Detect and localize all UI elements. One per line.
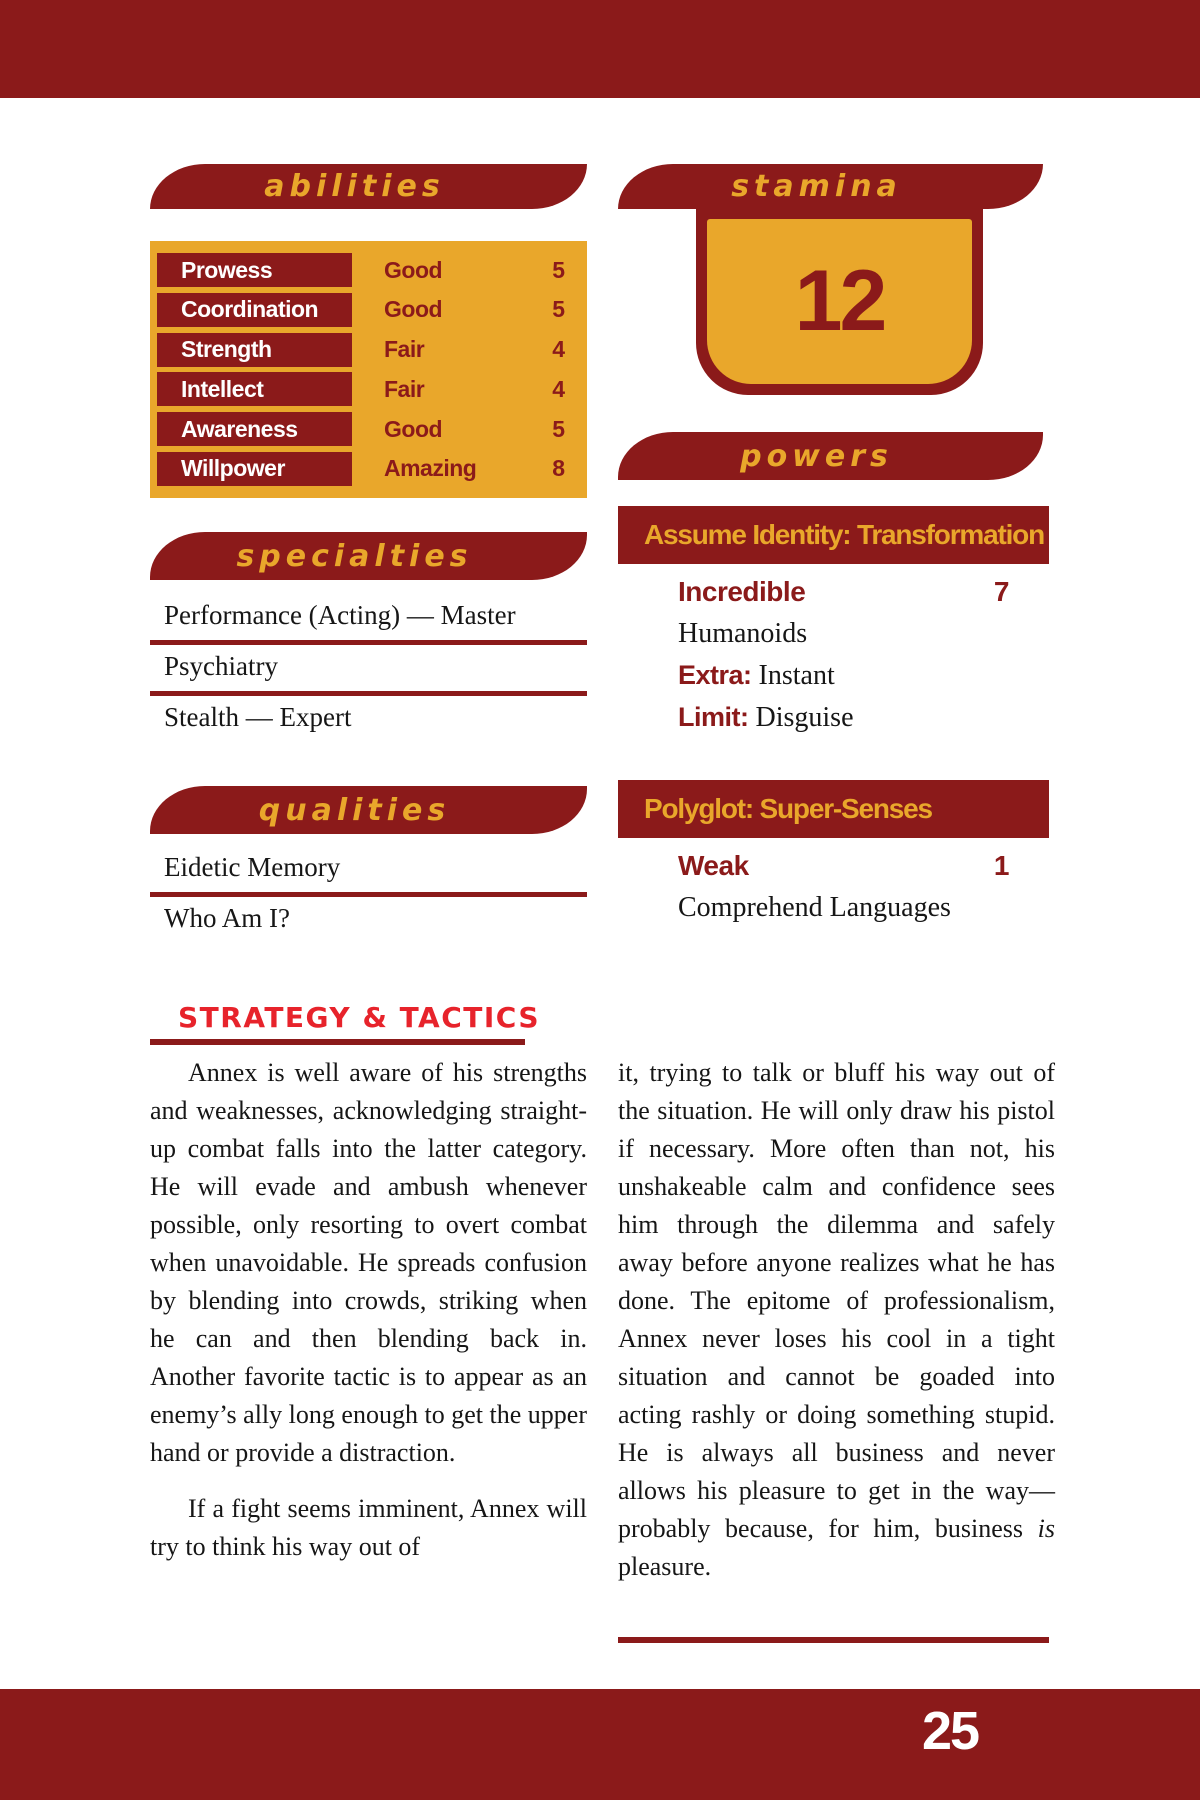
power-rank-row: [618, 838, 1049, 882]
power-name: Assume Identity: Transformation: [618, 506, 1049, 564]
power-rank-row: [618, 564, 1049, 608]
power-entry-polyglot: [618, 780, 1049, 924]
power-value: 1: [993, 850, 1009, 881]
ability-value: 5: [552, 296, 565, 323]
ability-rating: Fair: [384, 336, 425, 363]
column-end-rule: [618, 1637, 1049, 1643]
paragraph: If a fight seems imminent, Annex will try to think his way out of: [150, 1494, 587, 1561]
power-entry-assume-identity: [618, 506, 1049, 734]
limit-label: Limit:: [678, 702, 749, 732]
qualities-list: [150, 846, 587, 943]
extra-label: Extra:: [678, 660, 752, 690]
ability-name: Awareness: [157, 412, 352, 446]
top-color-bar: [0, 0, 1200, 98]
powers-section-banner: [618, 432, 1043, 480]
power-rank: Incredible: [678, 576, 806, 607]
limit-value: Disguise: [755, 702, 854, 733]
ability-name: Strength: [157, 333, 352, 367]
list-item: Who Am I?: [164, 903, 290, 933]
stamina-value: 12: [794, 253, 885, 349]
list-item: Psychiatry: [150, 645, 587, 696]
abilities-section-banner: [150, 164, 587, 209]
table-row: [157, 372, 587, 406]
list-item: Stealth — Expert: [164, 702, 352, 732]
power-detail: Comprehend Languages: [678, 892, 951, 923]
powers-section-title: powers: [740, 438, 893, 474]
ability-value: 4: [552, 336, 565, 363]
stamina-section-title: stamina: [731, 169, 902, 204]
abilities-section-title: abilities: [264, 169, 445, 204]
ability-rating: Good: [384, 415, 443, 442]
italic-word: is: [1037, 1514, 1055, 1543]
abilities-table: [150, 241, 587, 498]
qualities-section-title: qualities: [258, 792, 451, 828]
ability-rating: Fair: [384, 375, 425, 402]
power-value: 7: [993, 576, 1009, 607]
extra-value: Instant: [758, 660, 835, 691]
page-number: 25: [922, 1701, 979, 1761]
ability-rating: Good: [384, 256, 443, 283]
table-row: [157, 333, 587, 367]
ability-value: 4: [552, 375, 565, 402]
power-limit-row: [618, 692, 1049, 734]
ability-name: Prowess: [157, 253, 352, 287]
table-row: [157, 253, 587, 287]
ability-value: 5: [552, 256, 565, 283]
specialties-section-title: specialties: [236, 538, 473, 574]
power-extra-row: [618, 650, 1049, 692]
ability-value: 5: [552, 415, 565, 442]
table-row: [157, 452, 587, 486]
power-rank: Weak: [678, 850, 749, 881]
stamina-inner-panel: [707, 219, 972, 384]
paragraph: Annex is well aware of his strengths and weaknesses, acknowledging straight-up combat falls into the latter category. He will evade and ambush whenever possible, only resorting to overt combat when unavoidable. He spreads confusion by blending into crowds, striking when he can and then blending back in. Another favorite tactic is to appear as an enemy’s ally long enough to get the upper hand or provide a distraction.: [150, 1058, 587, 1467]
ability-rating: Amazing: [384, 455, 477, 482]
ability-name: Coordination: [157, 293, 352, 327]
stamina-box: [696, 208, 983, 395]
table-row: [157, 293, 587, 327]
qualities-section-banner: [150, 786, 587, 834]
stamina-section-banner: [618, 164, 1043, 209]
specialties-list: [150, 594, 587, 742]
ability-name: Intellect: [157, 372, 352, 406]
body-text-right-column: [618, 1054, 1055, 1604]
heading-underline: [150, 1039, 525, 1045]
ability-rating: Good: [384, 296, 443, 323]
strategy-tactics-heading: STRATEGY & TACTICS: [178, 1001, 541, 1034]
power-name: Polyglot: Super-Senses: [618, 780, 1049, 838]
list-item: Eidetic Memory: [150, 846, 587, 897]
paragraph: it, trying to talk or bluff his way out of the situation. He will only draw his pistol if necessary. More often than not, his unshakeable calm and confidence sees him through the dilemma and safely away before anyone realizes what he has done. The epitome of professionalism, Annex never loses his cool in a tight situation and cannot be goaded into acting rashly or doing something stupid. He is always all business and never allows his pleasure to get in the way—probably because, for him, business is pleasure.: [618, 1058, 1055, 1581]
ability-name: Willpower: [157, 452, 352, 486]
footer-color-bar: [0, 1689, 1200, 1800]
power-detail: Humanoids: [678, 618, 808, 649]
body-text-left-column: [150, 1054, 587, 1584]
specialties-section-banner: [150, 532, 587, 580]
table-row: [157, 412, 587, 446]
list-item: Performance (Acting) — Master: [150, 594, 587, 645]
ability-value: 8: [552, 455, 565, 482]
